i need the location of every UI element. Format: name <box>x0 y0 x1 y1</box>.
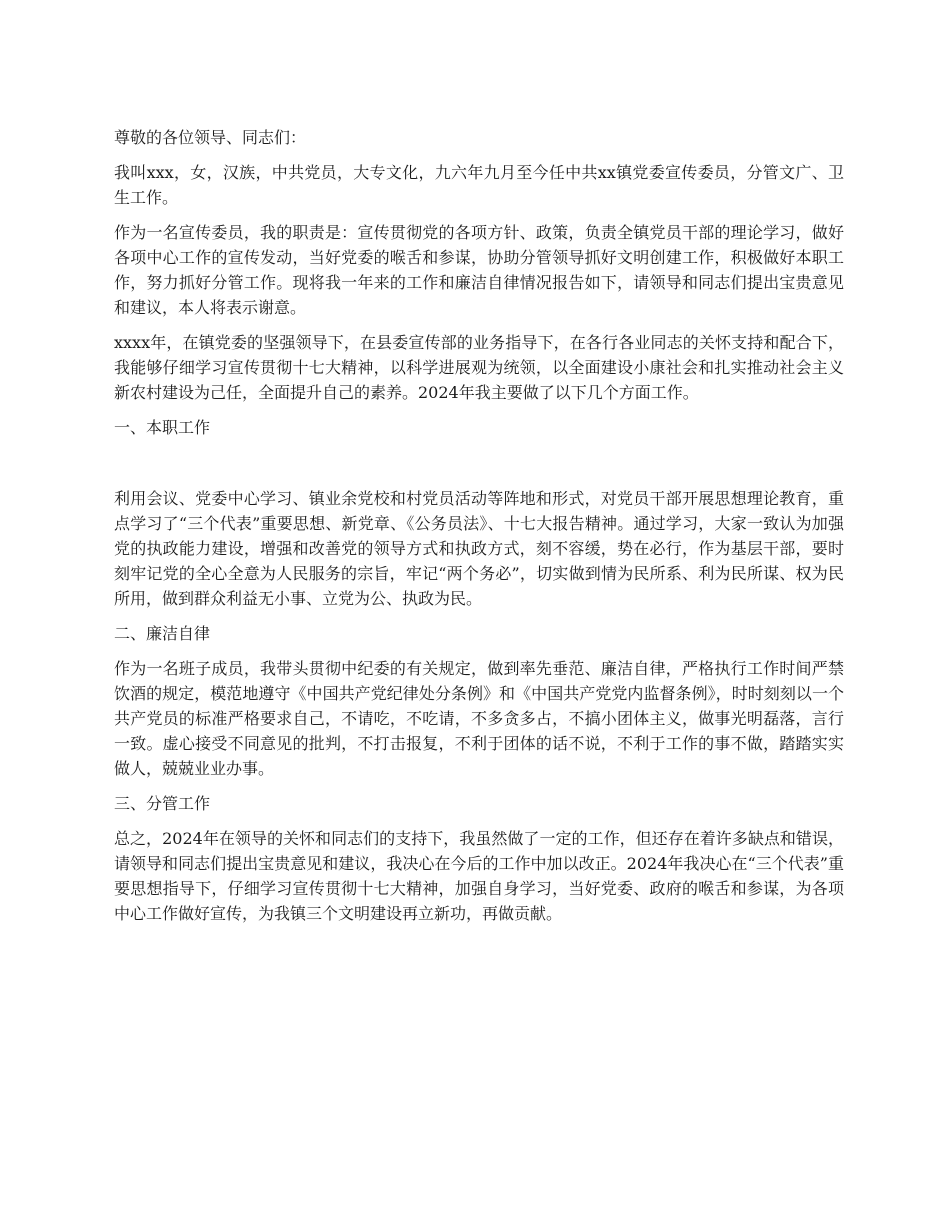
blank-space <box>114 450 844 486</box>
section-heading-3: 三、分管工作 <box>114 794 211 813</box>
paragraph-summary: 总之，2024年在领导的关怀和同志们的支持下，我虽然做了一定的工作，但还存在着许多缺点和错误，请领导和同志们提出宝贵意见和建议，我决心在今后的工作中加以改正。2024年我决心在“三个代表”重要思想指导下，仔细学习宣传贯彻十七大精神，加强自身学习，当好党委、政府的喉舌和参谋，为各项中心工作做好宣传，为我镇三个文明建设再立新功，再做贡献。 <box>114 829 844 923</box>
document-body <box>114 125 844 936</box>
paragraph-duty: 作为一名宣传委员，我的职责是：宣传贯彻党的各项方针、政策，负责全镇党员干部的理论学习，做好各项中心工作的宣传发动，当好党委的喉舌和参谋，协助分管领导抓好文明创建工作，积极做好本职工作，努力抓好分管工作。现将我一年来的工作和廉洁自律情况报告如下，请领导和同志们提出宝贵意见和建议，本人将表示谢意。 <box>114 223 844 317</box>
paragraph-study: 利用会议、党委中心学习、镇业余党校和村党员活动等阵地和形式，对党员干部开展思想理论教育，重点学习了“三个代表”重要思想、新党章、《公务员法》、十七大报告精神。通过学习，大家一致认为加强党的执政能力建设，增强和改善党的领导方式和执政方式，刻不容缓，势在必行，作为基层干部，要时刻牢记党的全心全意为人民服务的宗旨，牢记“两个务必”，切实做到情为民所系、利为民所谋、权为民所用，做到群众利益无小事、立党为公、执政为民。 <box>114 489 844 608</box>
section-heading-1: 一、本职工作 <box>114 418 211 437</box>
section-heading-2: 二、廉洁自律 <box>114 624 211 643</box>
paragraph-intro: 我叫xxx，女，汉族，中共党员，大专文化，九六年九月至今任中共xx镇党委宣传委员，分管文广、卫生工作。 <box>114 163 844 207</box>
paragraph-year-overview: xxxx年，在镇党委的坚强领导下，在县委宣传部的业务指导下，在各行各业同志的关怀支持和配合下，我能够仔细学习宣传贯彻十七大精神，以科学进展观为统领，以全面建设小康社会和扎实推动社会主义新农村建设为己任，全面提升自己的素养。2024年我主要做了以下几个方面工作。 <box>114 333 844 402</box>
salutation: 尊敬的各位领导、同志们： <box>114 128 307 147</box>
paragraph-integrity: 作为一名班子成员，我带头贯彻中纪委的有关规定，做到率先垂范、廉洁自律，严格执行工作时间严禁饮酒的规定，模范地遵守《中国共产党纪律处分条例》和《中国共产党党内监督条例》，时时刻刻以一个共产党员的标准严格要求自己，不请吃，不吃请，不多贪多占，不搞小团体主义，做事光明磊落，言行一致。虚心接受不同意见的批判，不打击报复，不利于团体的话不说，不利于工作的事不做，踏踏实实做人，兢兢业业办事。 <box>114 659 844 778</box>
